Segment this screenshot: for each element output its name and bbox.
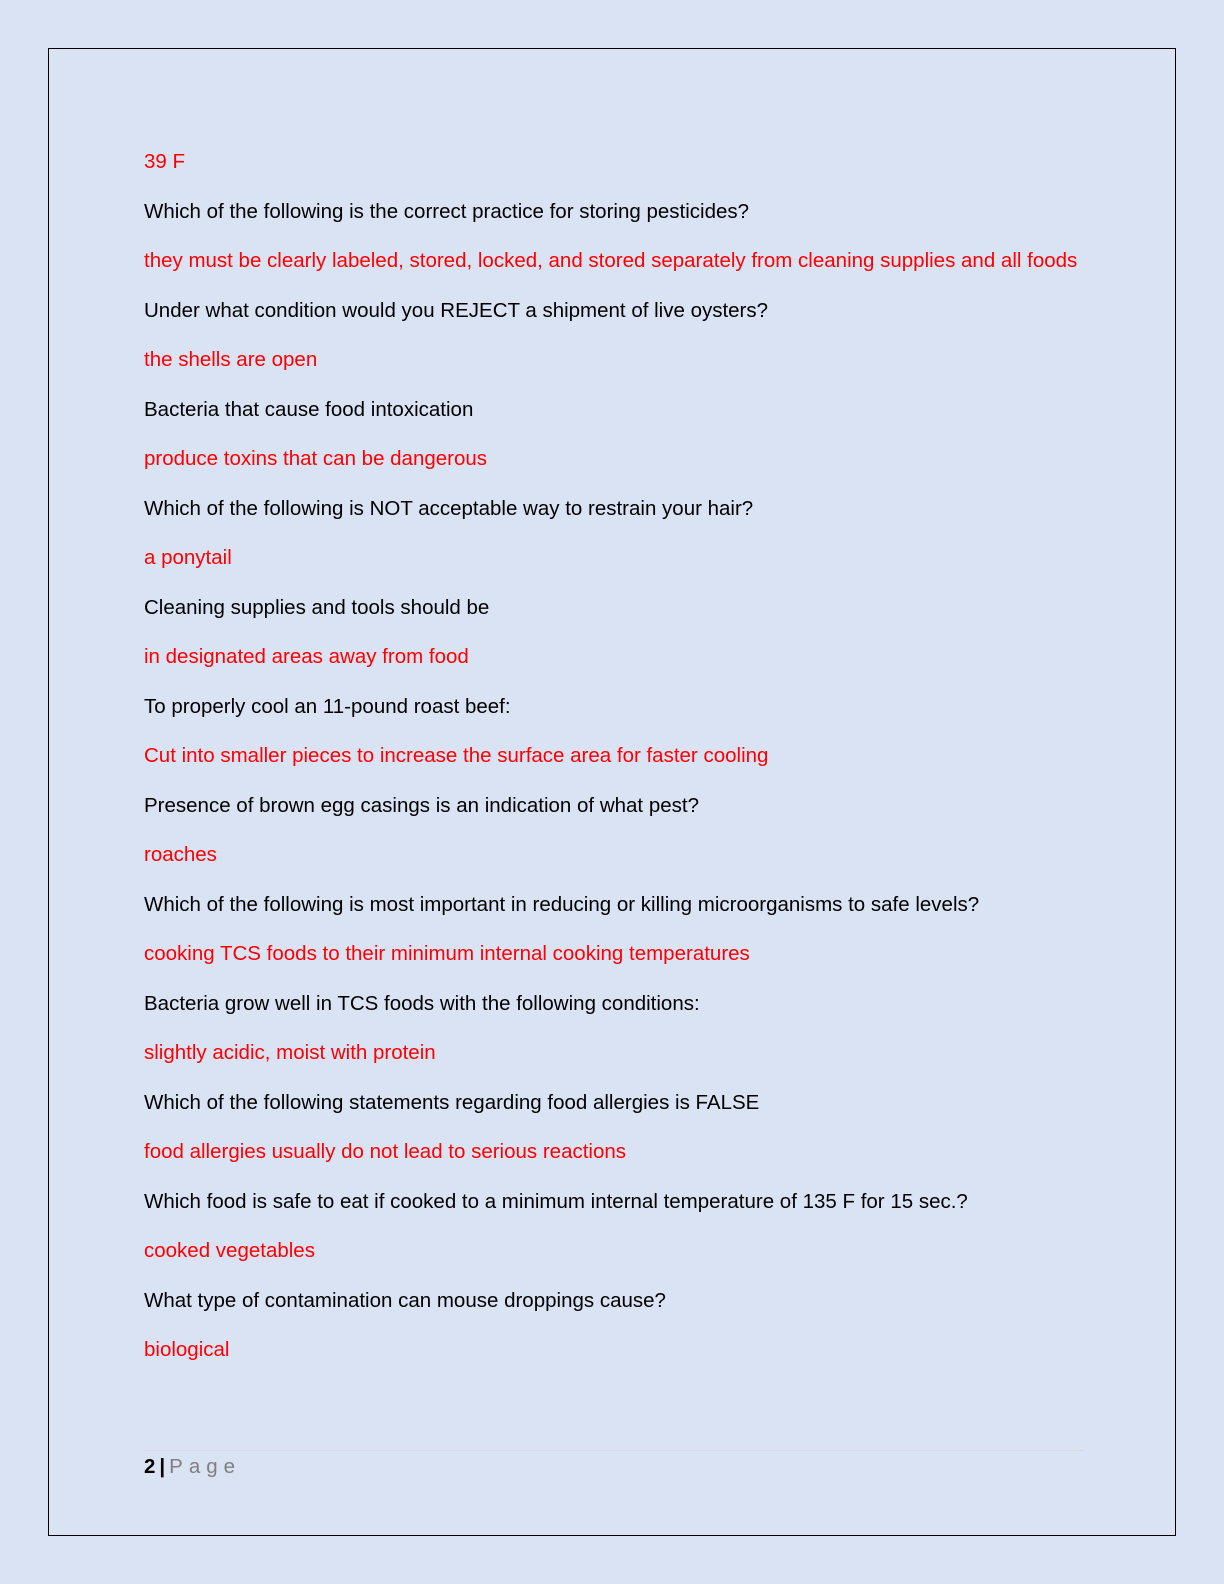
page-footer bbox=[144, 1450, 1084, 1479]
question-text: Cleaning supplies and tools should be bbox=[144, 595, 490, 619]
footer-separator: | bbox=[159, 1455, 166, 1478]
question-text: Bacteria that cause food intoxication bbox=[144, 397, 474, 421]
question-text: Which of the following is the correct practice for storing pesticides? bbox=[144, 199, 750, 223]
page-label: Page bbox=[169, 1455, 242, 1478]
question-text: Under what condition would you REJECT a shipment of live oysters? bbox=[144, 298, 769, 322]
question-text: Which of the following statements regarding food allergies is FALSE bbox=[144, 1090, 760, 1114]
page-number: 2 bbox=[144, 1455, 156, 1478]
answer-text: Cut into smaller pieces to increase the surface area for faster cooling bbox=[144, 744, 769, 767]
question-text: Which of the following is NOT acceptable way to restrain your hair? bbox=[144, 496, 754, 520]
answer-text: roaches bbox=[144, 843, 217, 866]
question-text: What type of contamination can mouse droppings cause? bbox=[144, 1288, 666, 1312]
answer-text: produce toxins that can be dangerous bbox=[144, 447, 488, 470]
question-text: Which of the following is most important in reducing or killing microorganisms to safe levels? bbox=[144, 892, 980, 916]
answer-text: 39 F bbox=[144, 150, 186, 173]
answer-text: cooked vegetables bbox=[144, 1239, 315, 1262]
question-text: Which food is safe to eat if cooked to a minimum internal temperature of 135 F for 15 sec.? bbox=[144, 1189, 968, 1213]
question-text: To properly cool an 11-pound roast beef: bbox=[144, 694, 511, 718]
question-text: Bacteria grow well in TCS foods with the following conditions: bbox=[144, 991, 700, 1015]
answer-text: food allergies usually do not lead to serious reactions bbox=[144, 1140, 627, 1163]
answer-text: cooking TCS foods to their minimum internal cooking temperatures bbox=[144, 942, 750, 965]
answer-text: a ponytail bbox=[144, 546, 232, 569]
question-text: Presence of brown egg casings is an indication of what pest? bbox=[144, 793, 699, 817]
answer-text: slightly acidic, moist with protein bbox=[144, 1041, 436, 1064]
answer-text: biological bbox=[144, 1338, 230, 1361]
answer-text: the shells are open bbox=[144, 348, 318, 371]
document-body bbox=[144, 145, 1084, 1383]
answer-text: in designated areas away from food bbox=[144, 645, 469, 668]
answer-text: they must be clearly labeled, stored, locked, and stored separately from cleaning supplies and all foods bbox=[144, 249, 1078, 272]
